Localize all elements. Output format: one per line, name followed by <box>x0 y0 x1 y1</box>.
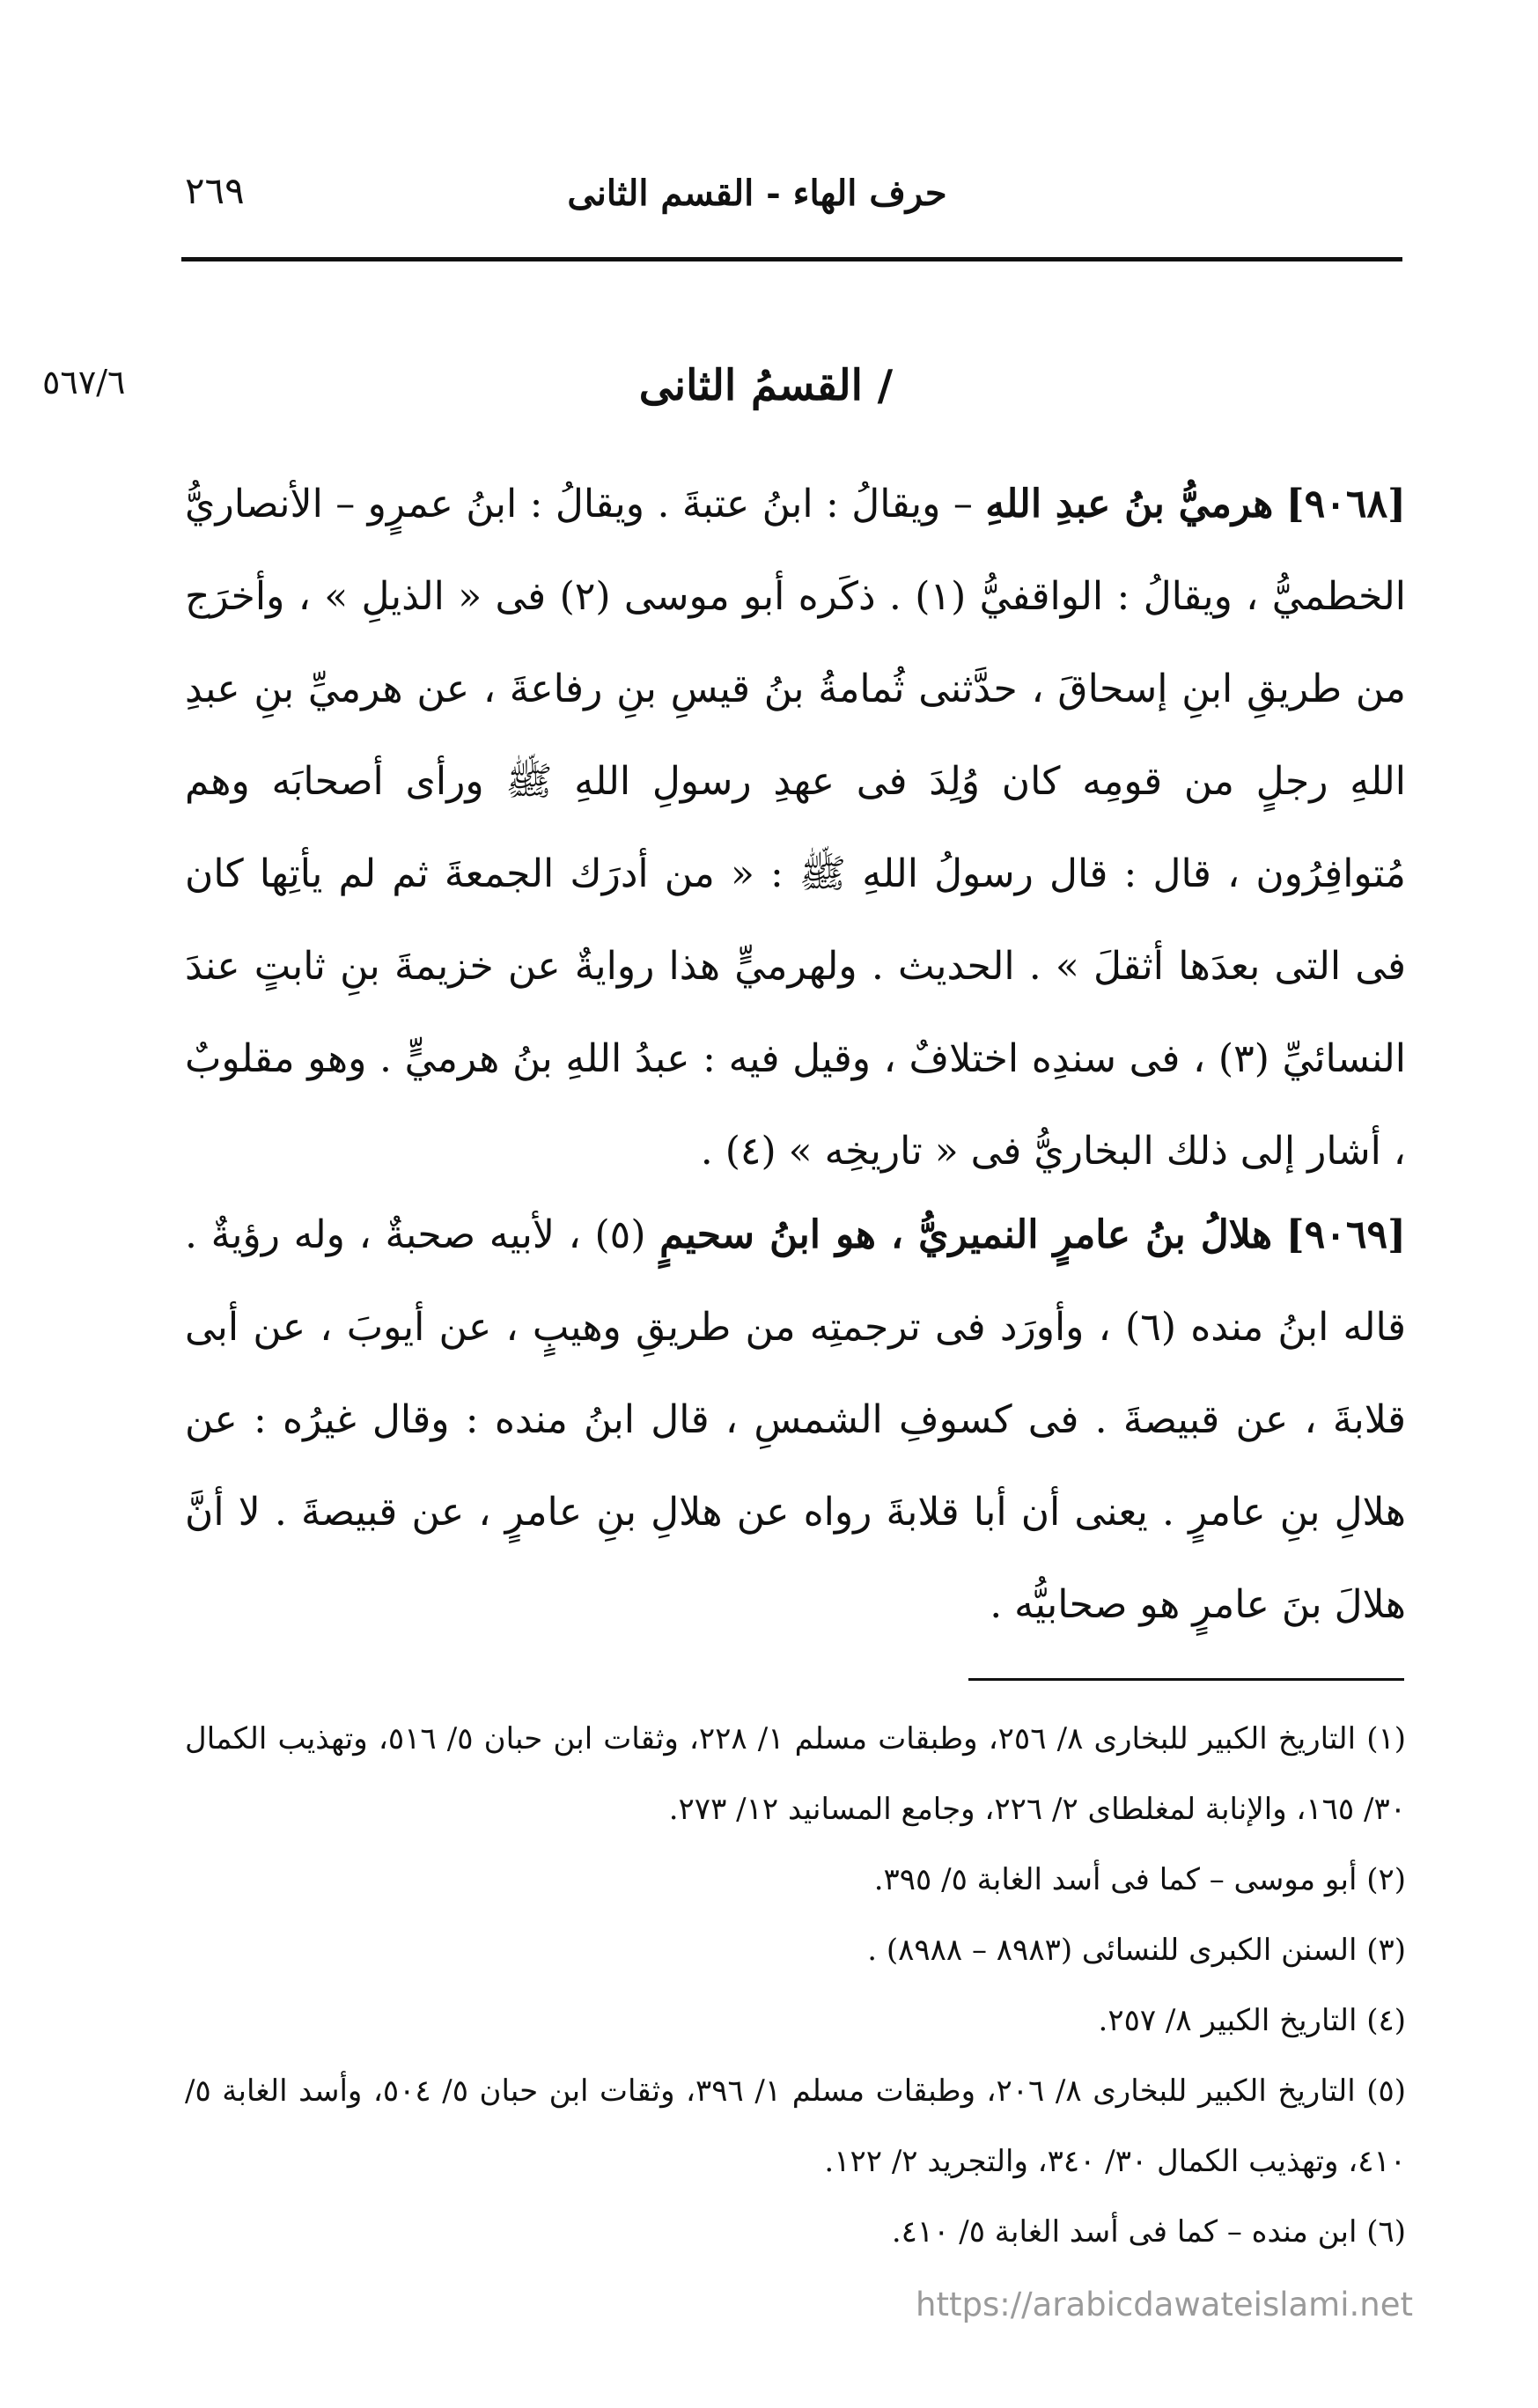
header-divider <box>181 257 1402 261</box>
entry-number: [٩٠٦٨] <box>1285 482 1406 527</box>
margin-volume-page-reference: ٥٦٧/٦ <box>42 363 126 401</box>
entry-number: [٩٠٦٩] <box>1285 1212 1406 1257</box>
entry-name: هلالُ بنُ عامرٍ النميريُّ ، هو ابنُ سحيمٍ <box>659 1212 1273 1257</box>
entry-text: (٥) ، لأبيه صحبةٌ ، وله رؤيةٌ . قاله ابنُ منده (٦) ، وأورَد فى ترجمتِه من طريقِ وهيبٍ ، عن أيوبَ ، عن أبى قلابةَ ، عن قبيصةَ . فى كسوفِ الشمسِ ، قال ابنُ منده : وقال غيرُه : عن هلالِ بنِ عامرٍ . يعنى أن أبا قلابةَ رواه عن هلالِ بنِ عامرٍ ، عن قبيصةَ . لا أنَّ هلالَ بنَ عامرٍ هو صحابيُّه . <box>185 1212 1406 1627</box>
footnote-5: (٥) التاريخ الكبير للبخارى ٨/ ٢٠٦، وطبقات مسلم ١/ ٣٩٦، وثقات ابن حبان ٥/ ٥٠٤، وأسد الغابة ٥/ ٤١٠، وتهذيب الكمال ٣٠/ ٣٤٠، والتجريد ٢/ ١٢٢. <box>185 2073 1407 2179</box>
entry-9069 <box>185 1189 1406 1651</box>
watermark-url: https://arabicdawateislami.net <box>916 2286 1413 2323</box>
footnote-4: (٤) التاريخ الكبير ٨/ ٢٥٧. <box>1098 2003 1406 2038</box>
entry-text: – ويقالُ : ابنُ عتبةَ . ويقالُ : ابنُ عمرٍو – الأنصاريُّ الخطميُّ ، ويقالُ : الواقفيُّ (١) . ذكَره أبو موسى (٢) فى « الذيلِ » ، وأخرَج من طريقِ ابنِ إسحاقَ ، حدَّثنى ثُمامةُ بنُ قيسِ بنِ رفاعةَ ، عن هرميِّ بنِ عبدِ اللهِ رجلٍ من قومِه كان وُلِدَ فى عهدِ رسولِ اللهِ ﷺ ورأى أصحابَه وهم مُتوافِرُون ، قال : قال رسولُ اللهِ ﷺ : « من أدرَك الجمعةَ ثم لم يأتِها كان فى التى بعدَها أثقلَ » . الحديث . ولهرميٍّ هذا روايةٌ عن خزيمةَ بنِ ثابتٍ عندَ النسائيِّ (٣) ، فى سندِه اختلافٌ ، وقيل فيه : عبدُ اللهِ بنُ هرميٍّ . وهو مقلوبٌ ، أشار إلى ذلك البخاريُّ فى « تاريخِه » (٤) . <box>185 482 1407 1174</box>
footnote-2: (٢) أبو موسى – كما فى أسد الغابة ٥/ ٣٩٥. <box>873 1862 1406 1897</box>
entry-9068 <box>185 458 1406 1197</box>
footnote-1: (١) التاريخ الكبير للبخارى ٨/ ٢٥٦، وطبقات مسلم ١/ ٢٢٨، وثقات ابن حبان ٥/ ٥١٦، وتهذيب الكمال ٣٠/ ١٦٥، والإنابة لمغلطاى ٢/ ٢٢٦، وجامع المسانيد ١٢/ ٢٧٣. <box>185 1721 1407 1827</box>
section-title: / القسمُ الثانى <box>638 361 894 410</box>
footnotes <box>185 1704 1406 2267</box>
running-header-title: حرف الهاء - القسم الثانى <box>567 173 947 214</box>
footnote-divider <box>968 1678 1404 1681</box>
page-number: ٢٦٩ <box>185 169 245 212</box>
footnote-6: (٦) ابن منده – كما فى أسد الغابة ٥/ ٤١٠. <box>891 2214 1406 2250</box>
footnote-3: (٣) السنن الكبرى للنسائى (٨٩٨٣ – ٨٩٨٨) . <box>867 1933 1406 1968</box>
entry-name: هرميُّ بنُ عبدِ اللهِ <box>985 482 1274 527</box>
